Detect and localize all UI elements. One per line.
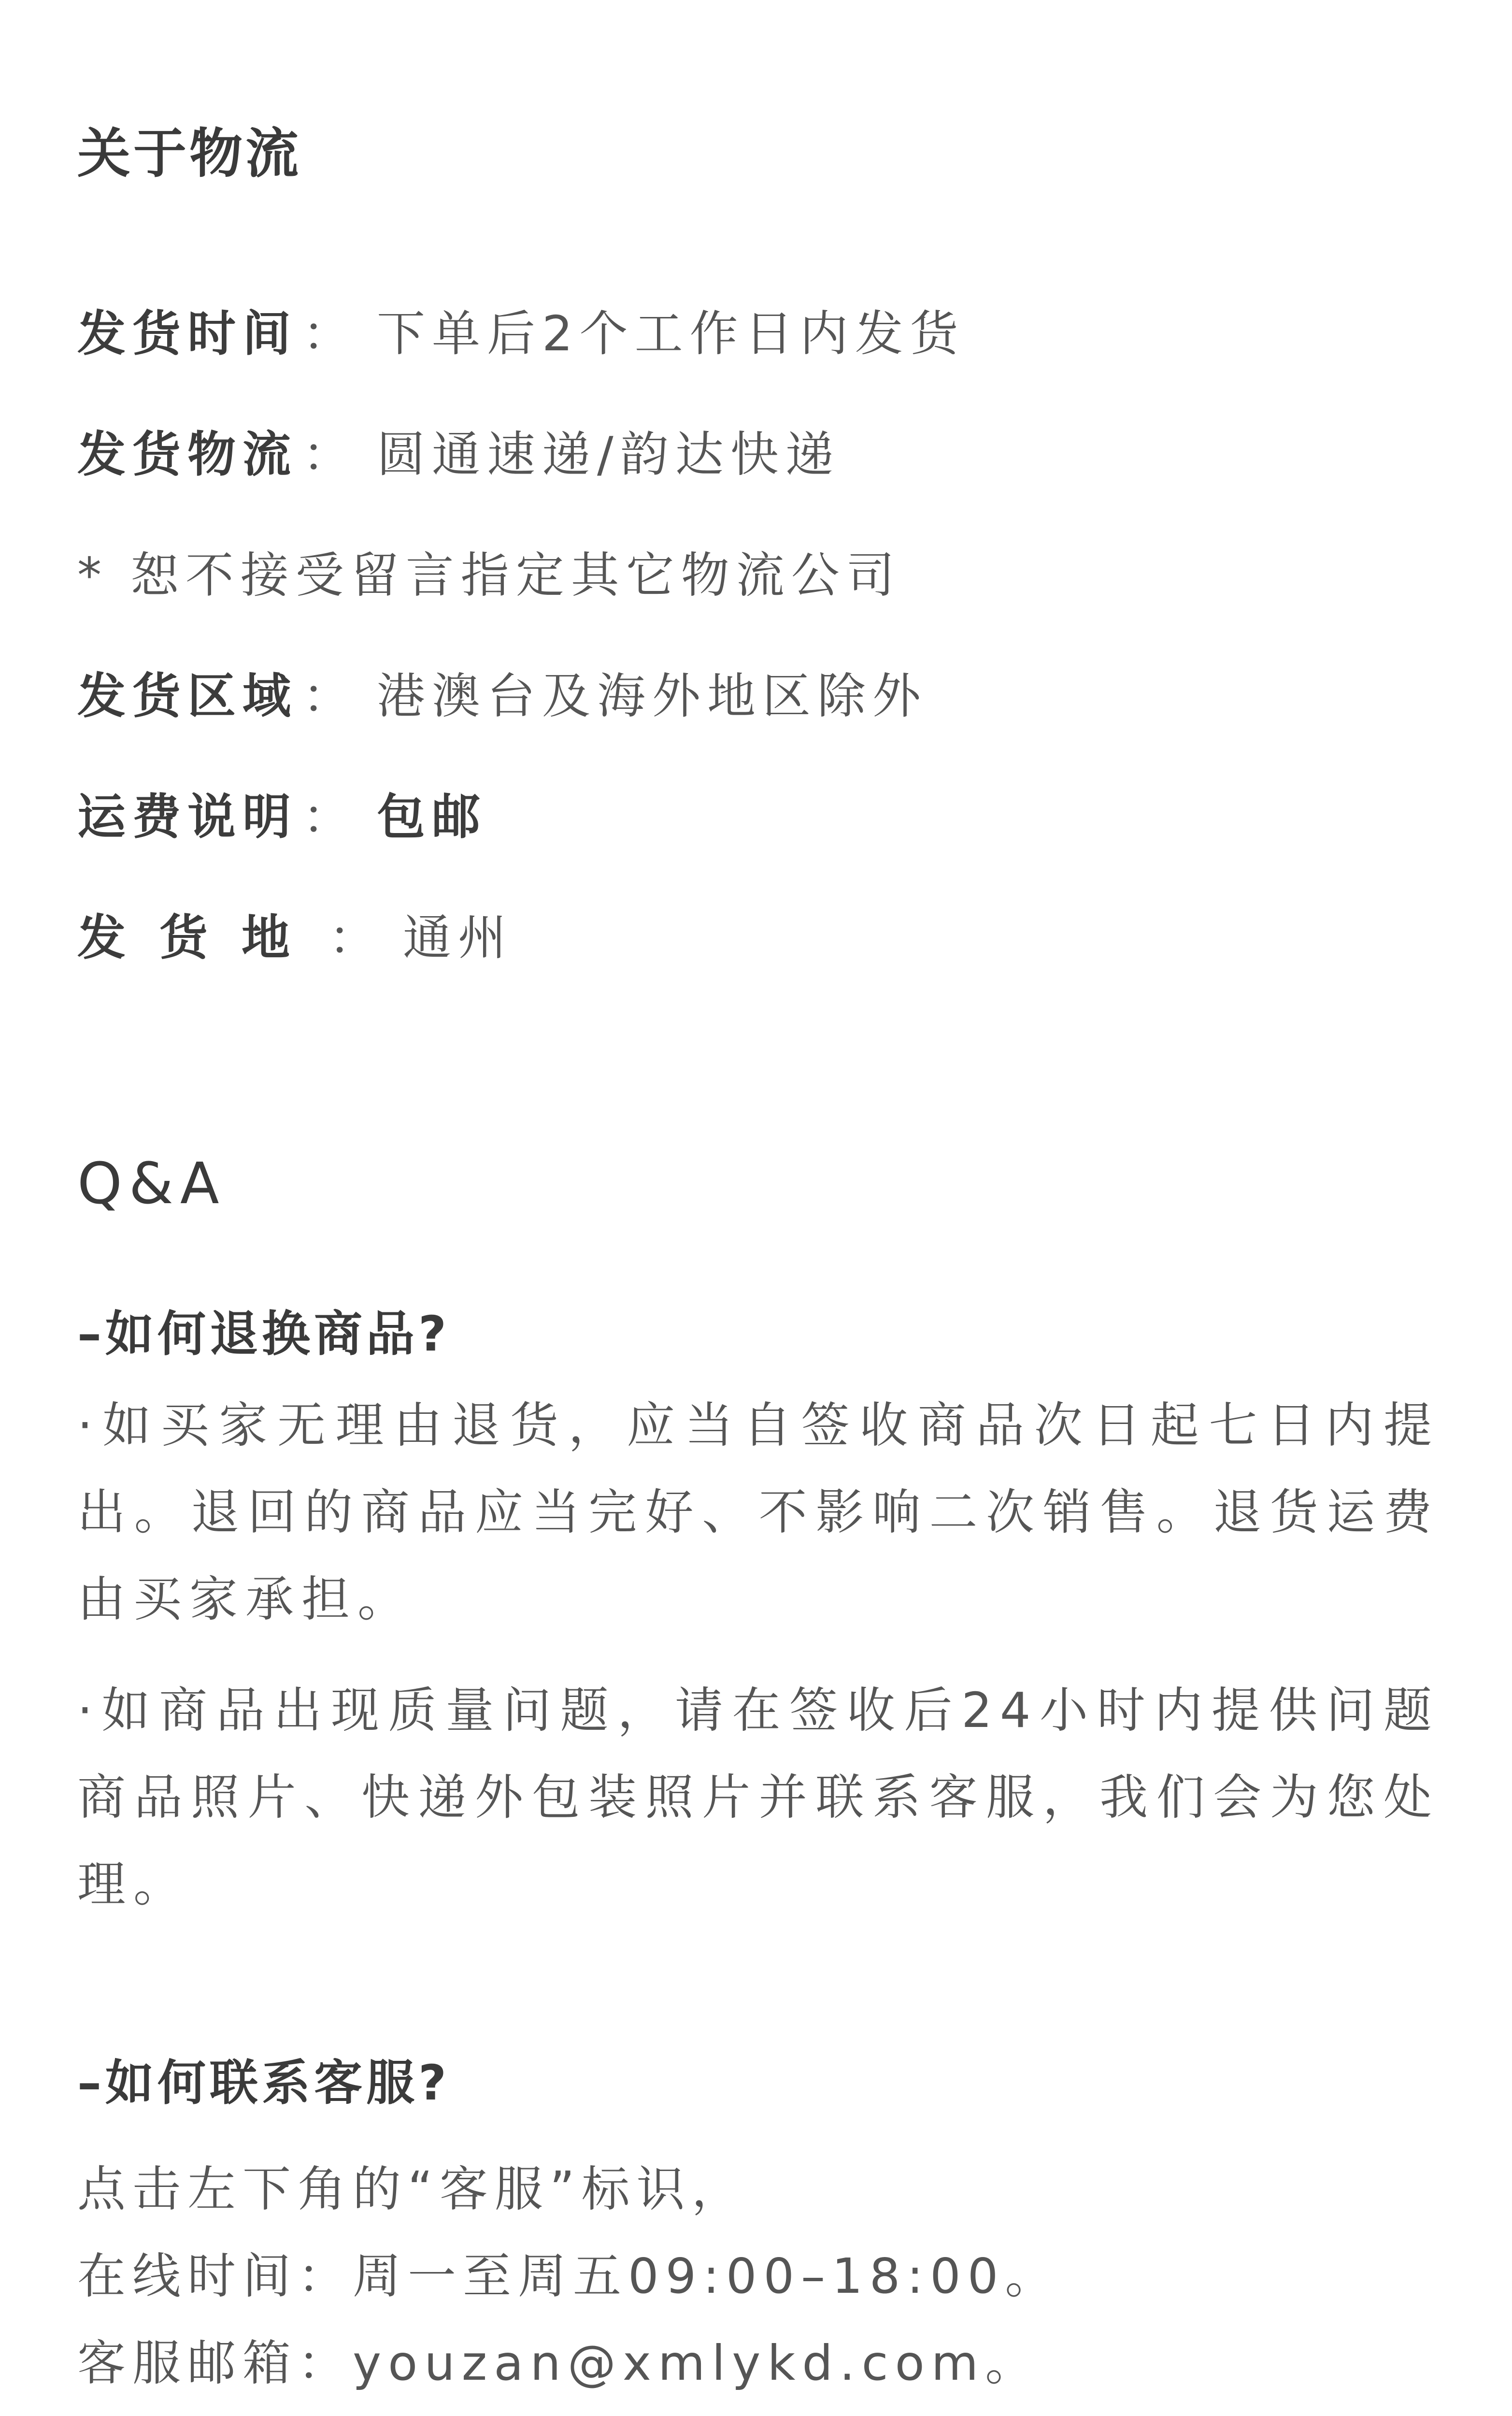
- ship-region-row: [77, 657, 927, 727]
- shipping-fee-row: [77, 778, 487, 848]
- origin-value: 通州: [403, 909, 513, 966]
- ship-courier-label: 发货物流: [77, 426, 298, 483]
- contact-question: –如何联系客服?: [77, 2055, 451, 2111]
- contact-line-3: 客服邮箱：youzan@xmlykd.com。: [77, 2335, 1041, 2391]
- origin-row: [77, 899, 513, 968]
- courier-note: * 恕不接受留言指定其它物流公司: [77, 547, 901, 604]
- return-answer-2: ·如商品出现质量问题，请在签收后24小时内提供问题商品照片、快递外包装照片并联系客服，我们会为您处理。: [77, 1682, 1440, 1913]
- origin-label: 发货地: [77, 909, 324, 966]
- contact-line-2: 在线时间：周一至周五09:00–18:00。: [77, 2248, 1060, 2304]
- shipping-fee-value: 包邮: [377, 789, 487, 845]
- origin-colon: ：: [328, 909, 384, 966]
- ship-time-label: 发货时间: [77, 305, 298, 362]
- ship-time-value: 下单后2个工作日内发货: [377, 305, 965, 362]
- ship-region-colon: ：: [302, 668, 357, 724]
- return-question: –如何退换商品?: [77, 1306, 451, 1362]
- ship-courier-row: [77, 416, 841, 485]
- logistics-title: 关于物流: [77, 123, 301, 185]
- return-answer-1: ·如买家无理由退货，应当自签收商品次日起七日内提出。退回的商品应当完好、不影响二次销售。退货运费由买家承担。: [77, 1397, 1440, 1627]
- shipping-fee-label: 运费说明: [77, 789, 298, 845]
- ship-courier-colon: ：: [302, 426, 357, 483]
- ship-region-value: 港澳台及海外地区除外: [377, 668, 927, 724]
- qa-title: Q&A: [77, 1150, 226, 1217]
- ship-time-row: [77, 295, 965, 364]
- ship-courier-value: 圆通速递/韵达快递: [377, 426, 841, 483]
- contact-line-1: 点击左下角的“客服”标识，: [77, 2161, 747, 2217]
- shipping-fee-colon: ：: [302, 789, 357, 845]
- ship-time-colon: ：: [302, 305, 357, 362]
- ship-region-label: 发货区域: [77, 668, 298, 724]
